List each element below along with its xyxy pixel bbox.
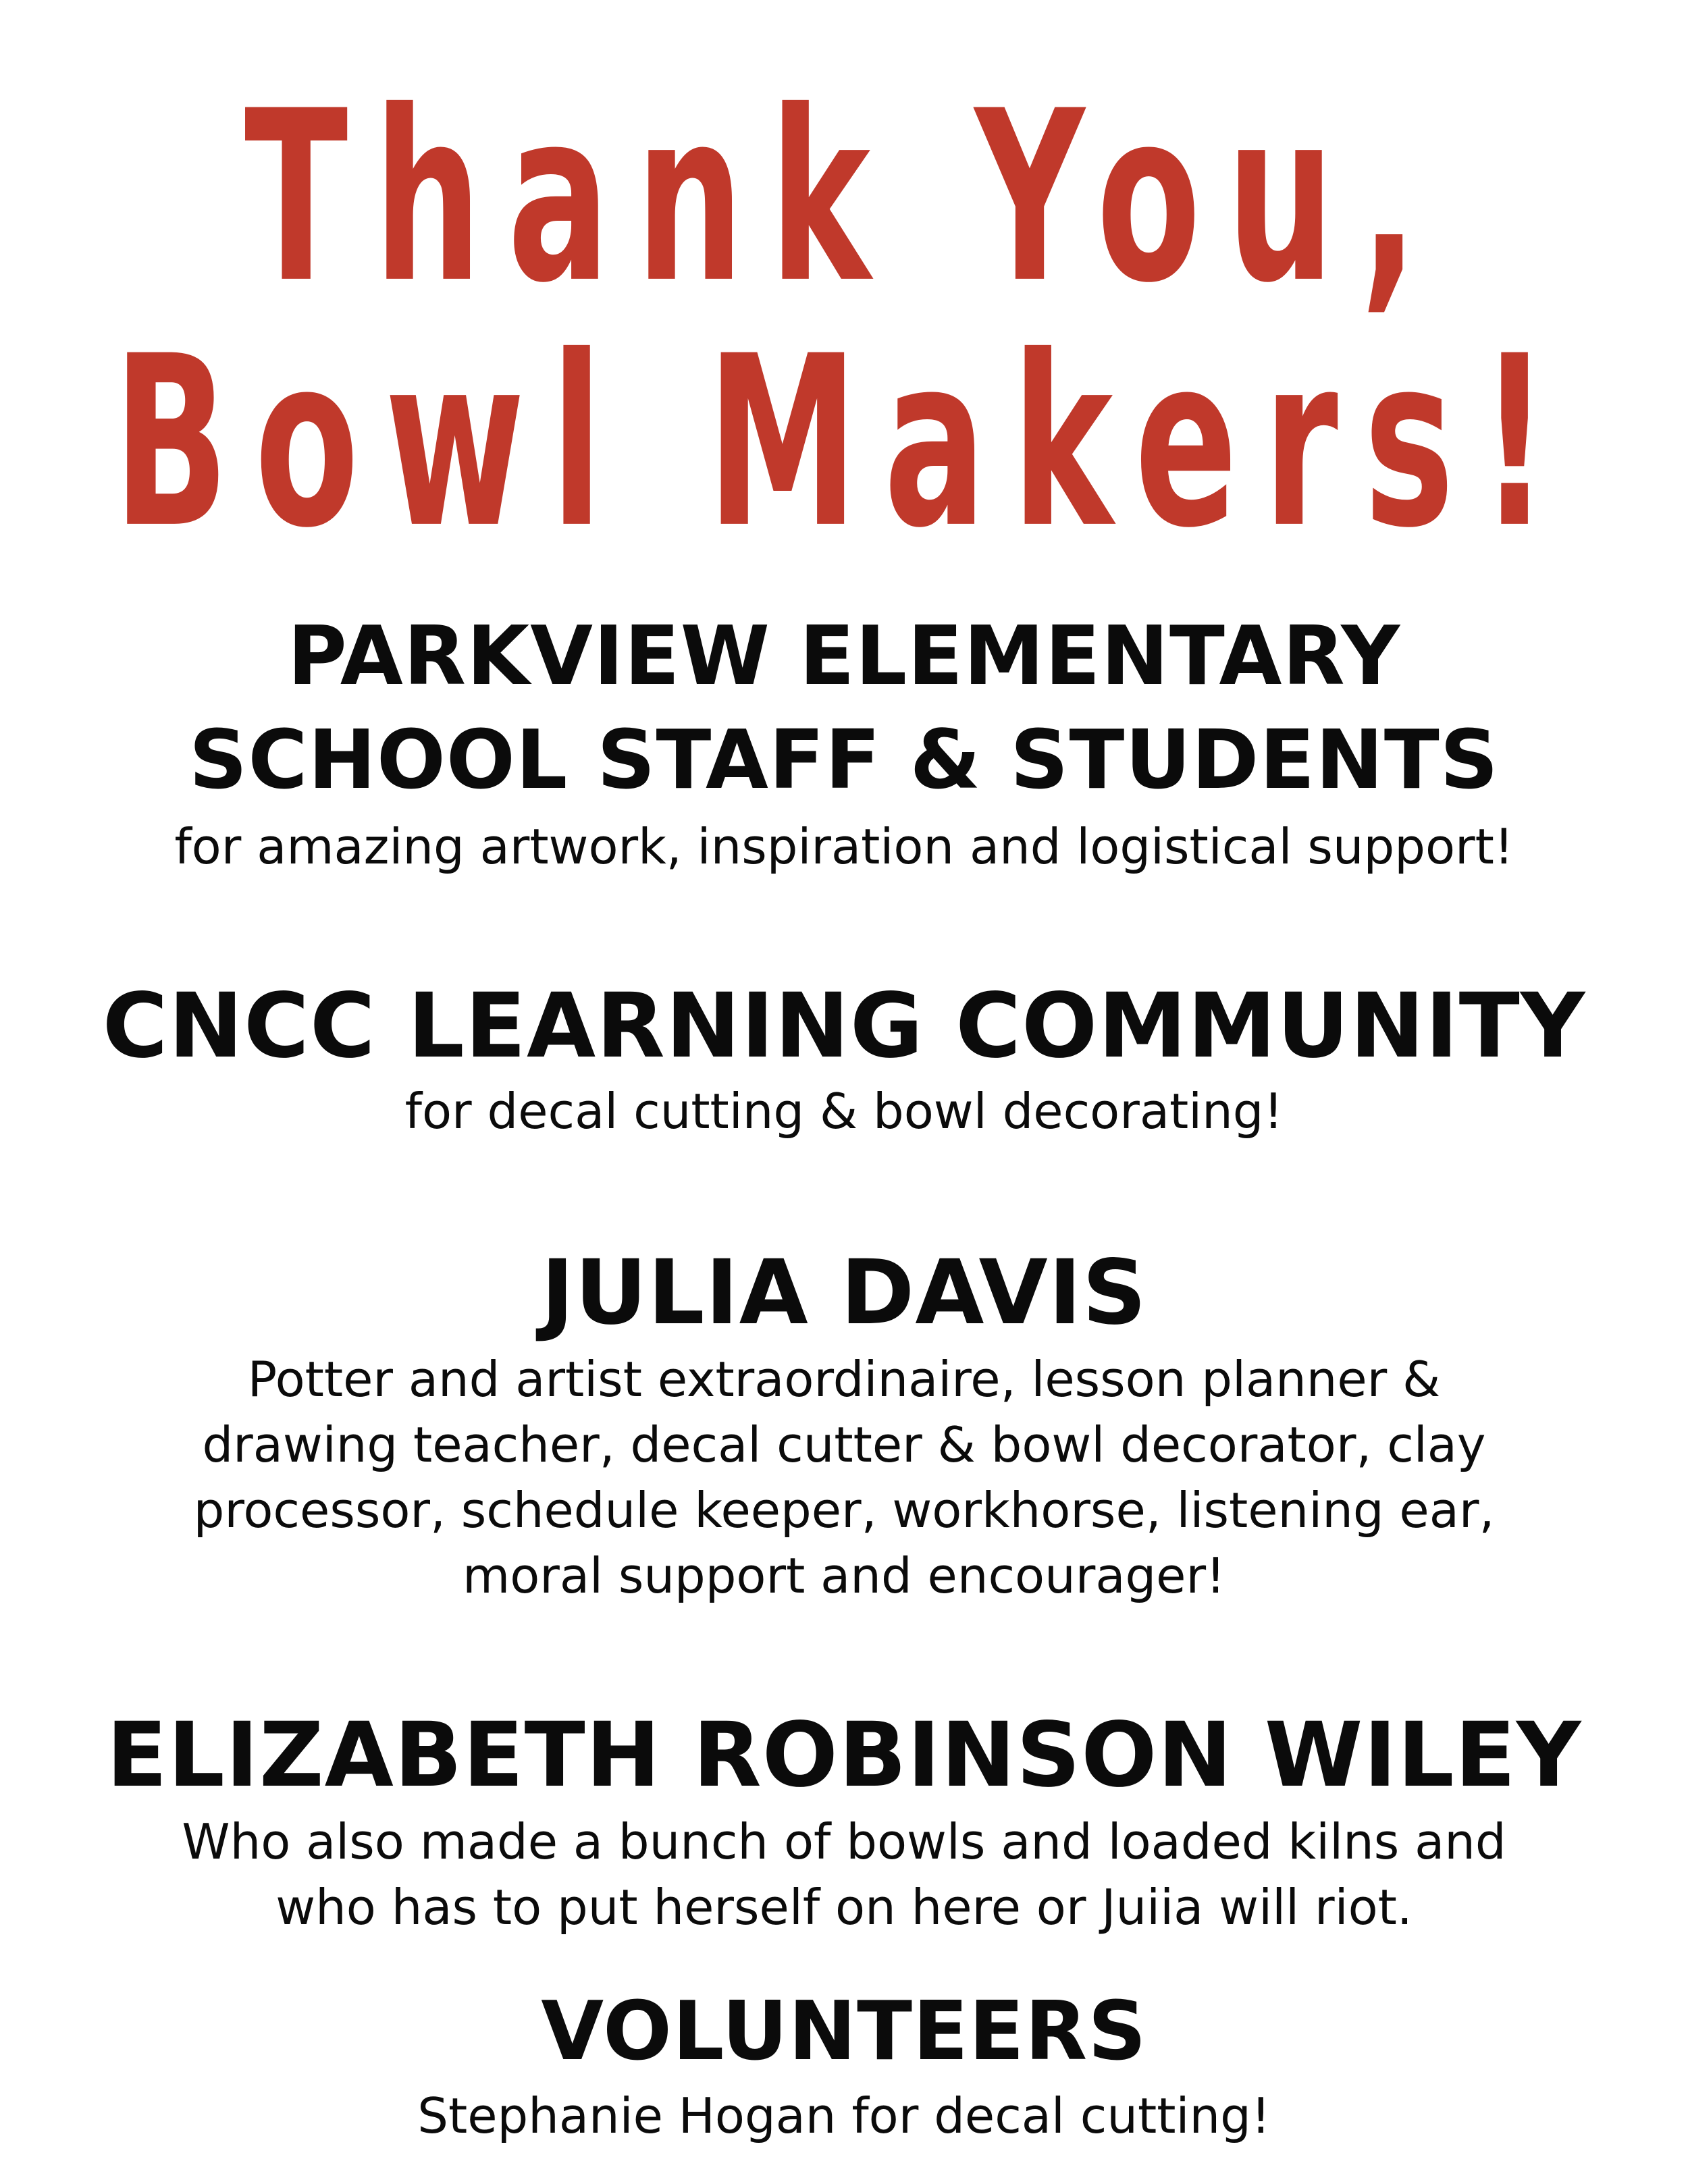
section-body-line: who has to put herself on here or Juiia will riot. (275, 1879, 1413, 1936)
section-heading: ELIZABETH ROBINSON WILEY (106, 1703, 1582, 1807)
section-body-line: processor, schedule keeper, workhorse, listening ear, (193, 1482, 1495, 1539)
section-body-line: for decal cutting & bowl decorating! (404, 1083, 1284, 1140)
section-body-line: drawing teacher, decal cutter & bowl decorator, clay (202, 1416, 1486, 1473)
section-heading: PARKVIEW ELEMENTARY (287, 610, 1401, 703)
section-body-line: Who also made a bunch of bowls and loaded kilns and (182, 1813, 1506, 1870)
headline-line-2: Bowl Makers! (113, 306, 1575, 581)
section-body-line: moral support and encourager! (463, 1547, 1225, 1604)
section-heading: VOLUNTEERS (541, 1985, 1147, 2079)
section-body-line: Potter and artist extraordinaire, lesson planner & (247, 1351, 1441, 1408)
section-heading: CNCC LEARNING COMMUNITY (102, 974, 1586, 1078)
section-body-line: Stephanie Hogan for decal cutting! (417, 2087, 1271, 2144)
section-heading: SCHOOL STAFF & STUDENTS (188, 714, 1500, 807)
section-heading: JULIA DAVIS (541, 1241, 1147, 1345)
section-body-line: for amazing artwork, inspiration and logistical support! (174, 818, 1514, 875)
headline-line-1: Thank You, (244, 61, 1444, 336)
